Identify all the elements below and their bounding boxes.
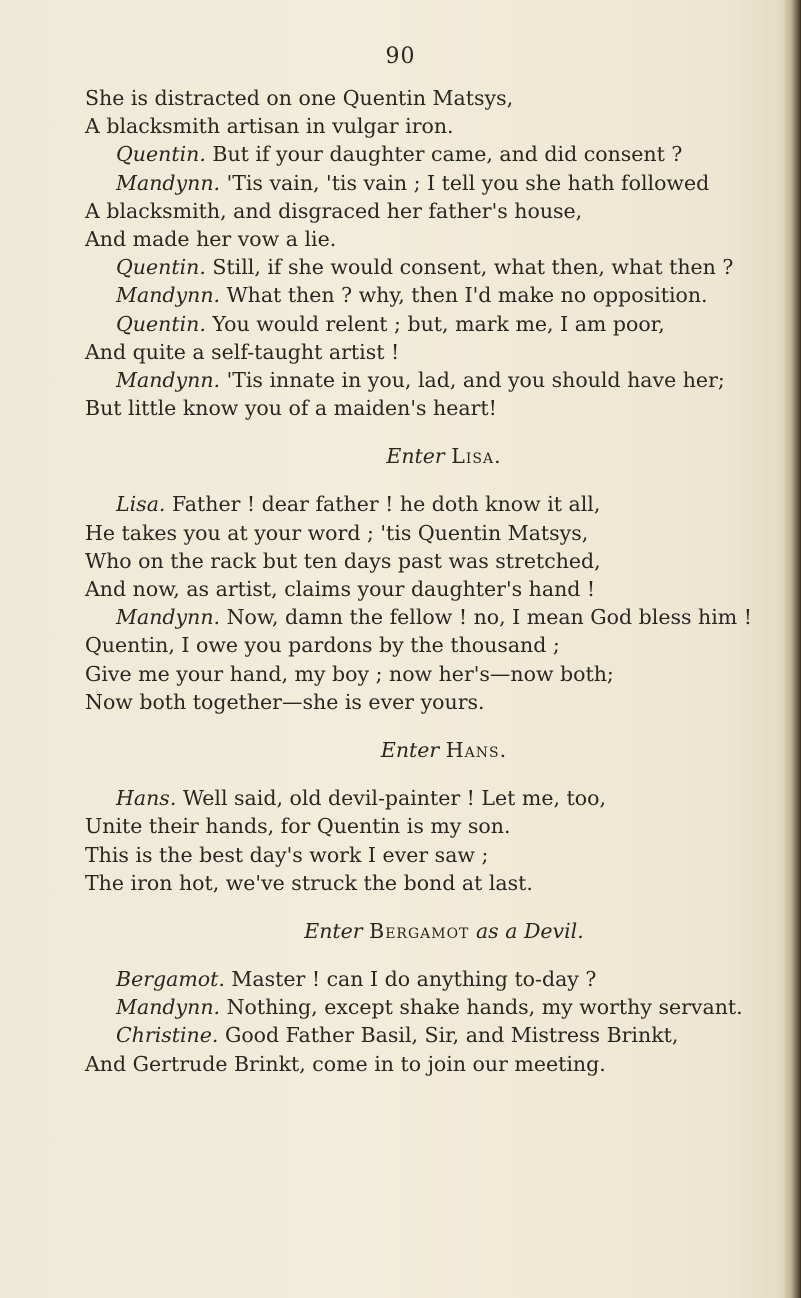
verse-line (85, 338, 775, 366)
line-text: The iron hot, we've struck the bond at last. (85, 870, 533, 895)
line-text: What then ? why, then I'd make no opposition. (220, 283, 708, 308)
line-text: Now both together—she is ever yours. (85, 689, 485, 714)
stage-character: Hans. (445, 737, 508, 762)
line-text: Still, if she would consent, what then, what then ? (205, 255, 734, 280)
speaker-name: Mandynn. (116, 170, 221, 195)
page-number: 90 (385, 44, 416, 69)
verse-line (85, 603, 775, 631)
verse-line (85, 519, 775, 547)
verse-line (85, 547, 775, 575)
line-text: And now, as artist, claims your daughter's hand ! (85, 577, 596, 601)
verse-line (85, 841, 775, 869)
line-text: Well said, old devil-painter ! Let me, too, (176, 786, 606, 811)
stage-enter: Enter (380, 737, 440, 762)
speaker-name: Quentin. (116, 142, 206, 167)
line-text: Unite their hands, for Quentin is my son. (85, 814, 511, 839)
dialogue-block-3 (85, 784, 775, 897)
verse-line (85, 253, 775, 281)
stage-enter: Enter (386, 444, 445, 469)
stage-character: Bergamot (369, 918, 470, 943)
stage-role: Devil. (523, 918, 584, 943)
verse-line (85, 660, 775, 688)
verse-line (85, 225, 775, 253)
stage-as: as a (475, 918, 518, 943)
page-edge-shadow (783, 0, 801, 1298)
line-text: Give me your hand, my boy ; now her's—now both; (85, 661, 614, 686)
line-text: Who on the rack but ten days past was stretched, (85, 548, 601, 573)
dialogue-block-1 (85, 84, 775, 422)
verse-line (85, 490, 775, 518)
speaker-name: Bergamot. (116, 967, 225, 992)
line-text: Master ! can I do anything to-day ? (224, 967, 597, 992)
line-text: You would relent ; but, mark me, I am poor, (205, 311, 665, 336)
line-text: He takes you at your word ; 'tis Quentin Matsys, (85, 520, 589, 545)
verse-line (85, 140, 775, 168)
speaker-name: Mandynn. (116, 367, 221, 392)
verse-line (85, 575, 775, 603)
verse-line (85, 965, 775, 993)
line-text: Quentin, I owe you pardons by the thousand ; (85, 633, 560, 658)
stage-direction-bergamot (85, 917, 775, 945)
verse-line (85, 993, 775, 1021)
line-text: And Gertrude Brinkt, come in to join our meeting. (85, 1051, 606, 1076)
verse-line (85, 310, 775, 338)
line-text: Good Father Basil, Sir, and Mistress Brinkt, (218, 1023, 679, 1048)
speaker-name: Quentin. (116, 255, 206, 280)
verse-line (85, 869, 775, 897)
stage-direction-hans (85, 736, 775, 764)
speaker-name: Hans. (116, 786, 177, 811)
speaker-name: Quentin. (116, 311, 206, 336)
verse-line (85, 197, 775, 225)
stage-direction-lisa (85, 442, 775, 470)
line-text: But if your daughter came, and did consent ? (205, 142, 683, 167)
line-text: Nothing, except shake hands, my worthy servant. (220, 995, 743, 1020)
speaker-name: Christine. (116, 1023, 219, 1048)
verse-line (85, 366, 775, 394)
dialogue-block-2 (85, 490, 775, 716)
verse-line (85, 281, 775, 309)
line-text: A blacksmith artisan in vulgar iron. (85, 114, 454, 139)
stage-enter: Enter (304, 918, 363, 943)
verse-line (85, 1021, 775, 1049)
verse-line (85, 84, 775, 112)
verse-line (85, 631, 775, 659)
verse-line (85, 112, 775, 140)
line-text: And made her vow a lie. (85, 226, 337, 251)
line-text: 'Tis innate in you, lad, and you should have her; (220, 367, 725, 392)
dialogue-block-4 (85, 965, 775, 1078)
line-text: A blacksmith, and disgraced her father's house, (85, 198, 583, 223)
play-text (85, 84, 775, 1078)
line-text: And quite a self-taught artist ! (85, 339, 400, 364)
speaker-name: Mandynn. (116, 995, 221, 1020)
line-text: She is distracted on one Quentin Matsys, (85, 86, 514, 110)
verse-line (85, 784, 775, 812)
speaker-name: Mandynn. (116, 283, 221, 308)
verse-line (85, 394, 775, 422)
line-text: 'Tis vain, 'tis vain ; I tell you she hath followed (220, 170, 710, 195)
verse-line (85, 688, 775, 716)
speaker-name: Lisa. (116, 492, 166, 517)
line-text: Father ! dear father ! he doth know it all, (165, 492, 601, 517)
verse-line (85, 169, 775, 197)
stage-character: Lisa. (451, 444, 502, 469)
verse-line (85, 1050, 775, 1078)
line-text: This is the best day's work I ever saw ; (85, 842, 489, 867)
line-text: But little know you of a maiden's heart! (85, 396, 497, 421)
line-text: Now, damn the fellow ! no, I mean God bless him ! (220, 605, 752, 630)
speaker-name: Mandynn. (116, 605, 221, 630)
verse-line (85, 812, 775, 840)
